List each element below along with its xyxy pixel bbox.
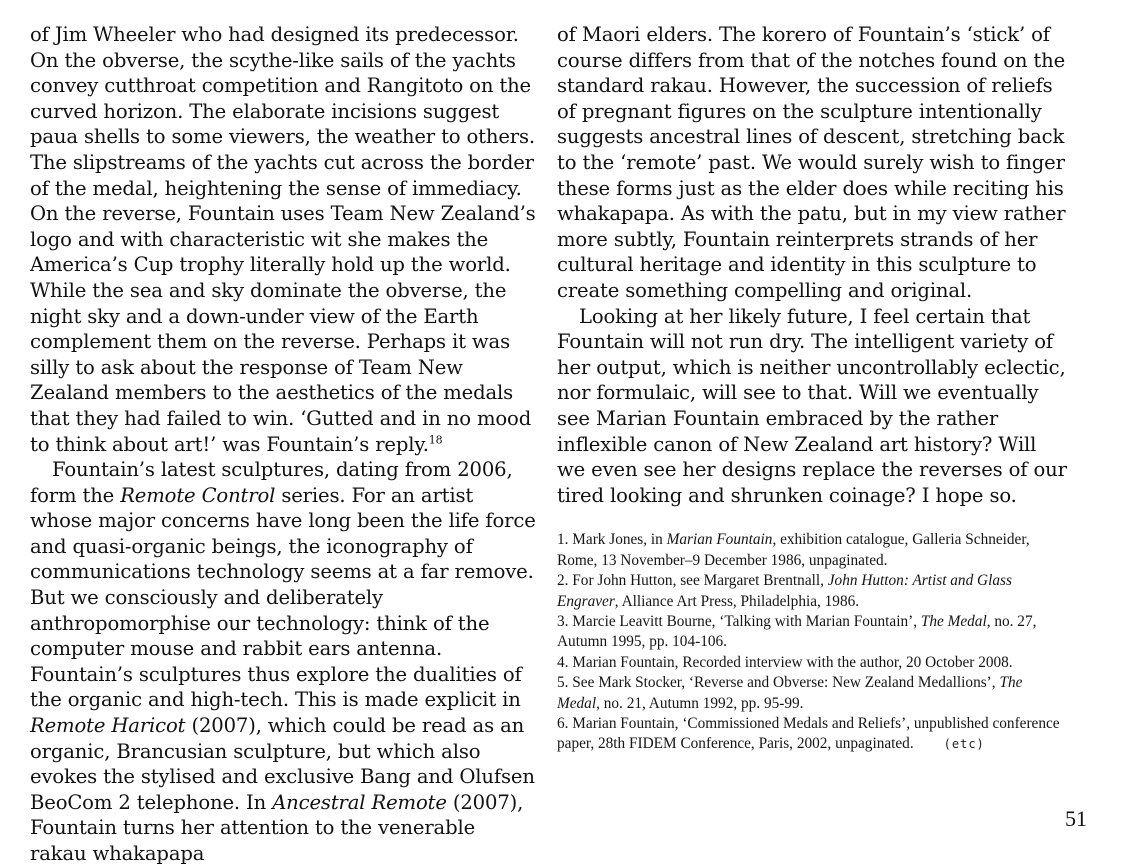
italic-title: Remote Control	[120, 483, 276, 507]
text-run: 4. Marian Fountain, Recorded interview with the author, 20 October 2008.	[557, 653, 1013, 671]
footnote	[557, 530, 1069, 571]
etc-note: (etc)	[943, 737, 985, 752]
footnote	[557, 653, 1069, 673]
text-run: 6. Marian Fountain, ‘Commissioned Medals and Reliefs’, unpublished conference paper, 28th FIDEM Conference, Paris, 2002, unpaginated.	[557, 714, 1060, 753]
text-run: , no. 21, Autumn 1992, pp. 95-99.	[596, 694, 804, 712]
text-run: 3. Marcie Leavitt Bourne, ‘Talking with Marian Fountain’,	[557, 612, 921, 630]
text-run: , no. 27, Autumn 1995, pp. 104-106.	[557, 612, 1037, 651]
footnote	[557, 612, 1069, 653]
footnote	[557, 571, 1069, 612]
text-run: (2007), Fountain turns her attention to the venerable rakau whakapapa	[30, 790, 524, 865]
footnote	[557, 673, 1069, 714]
italic-title: The Medal	[557, 674, 1023, 712]
footnote-ref: 18	[428, 432, 443, 446]
text-run: , exhibition catalogue, Galleria Schneider, Rome, 13 November–9 December 1986, unpaginated.	[557, 531, 1030, 569]
italic-title: Remote Haricot	[30, 714, 186, 738]
text-run: Looking at her likely future, I feel certain that Fountain will not run dry. The intelligent variety of her output, which is neither uncontrollably eclectic, nor formulaic, will see to that. Will we eventually see Marian Fountain embraced by the rather inflexible canon of New Zealand art history? Will we even see her designs replace the reverses of our tired looking and shrunken coinage? I hope so.	[557, 304, 1067, 507]
footnotes	[557, 530, 1069, 754]
right-column	[557, 22, 1069, 755]
body-paragraph	[30, 22, 536, 457]
text-run: (2007), which could be read as an organic, Brancusian sculpture, but which also evokes the stylised and exclusive Bang and Olufsen BeoCom 2 telephone. In	[30, 714, 535, 814]
text-run: 1. Mark Jones, in	[557, 531, 667, 549]
italic-title: Ancestral Remote	[272, 790, 447, 814]
body-paragraph	[557, 304, 1069, 509]
italic-title: The Medal	[920, 612, 987, 630]
italic-title: John Hutton: Artist and Glass Engraver	[557, 572, 1012, 610]
left-column	[30, 22, 536, 867]
page-number: 51	[1065, 806, 1087, 831]
body-paragraph	[30, 457, 536, 867]
text-run: of Jim Wheeler who had designed its predecessor. On the obverse, the scythe-like sails of the yachts convey cutthroat competition and Rangitoto on the curved horizon. The elaborate incisions suggest paua shells to some viewers, the weather to others. The slipstreams of the yachts cut across the border of the medal, heightening the sense of immediacy. On the reverse, Fountain uses Team New Zealand’s logo and with characteristic wit she makes the America’s Cup trophy literally hold up the world. While the sea and sky dominate the obverse, the night sky and a down-under view of the Earth complement them on the reverse. Perhaps it was silly to ask about the response of Team New Zealand members to the aesthetics of the medals that they had failed to win. ‘Gutted and in no mood to think about art!’ was Fountain’s reply.	[30, 23, 536, 456]
text-run: , Alliance Art Press, Philadelphia, 1986.	[614, 592, 860, 610]
text-run: of Maori elders. The korero of Fountain’s ‘stick’ of course differs from that of the notches found on the standard rakau. However, the succession of reliefs of pregnant figures on the sculpture intentionally suggests ancestral lines of descent, stretching back to the ‘remote’ past. We would surely wish to finger these forms just as the elder does while reciting his whakapapa. As with the patu, but in my view rather more subtly, Fountain reinterprets strands of her cultural heritage and identity in this sculpture to create something compelling and original.	[557, 23, 1066, 302]
footnote	[557, 714, 1069, 755]
text-run: 5. See Mark Stocker, ‘Reverse and Obverse: New Zealand Medallions’,	[557, 674, 1000, 692]
text-run: series. For an artist whose major concerns have long been the life force and quasi-organic beings, the iconography of communications technology seems at a far remove. But we consciously and deliberately anthropomorphise our technology: think of the computer mouse and rabbit ears antenna. Fountain’s sculptures thus explore the dualities of the organic and high-tech. This is made explicit in	[30, 483, 536, 712]
text-run: Fountain’s latest sculptures, dating from 2006, form the	[30, 458, 513, 507]
italic-title: Marian Fountain	[666, 531, 773, 549]
text-run: 2. For John Hutton, see Margaret Brentnall,	[557, 572, 828, 590]
body-paragraph	[557, 22, 1069, 304]
